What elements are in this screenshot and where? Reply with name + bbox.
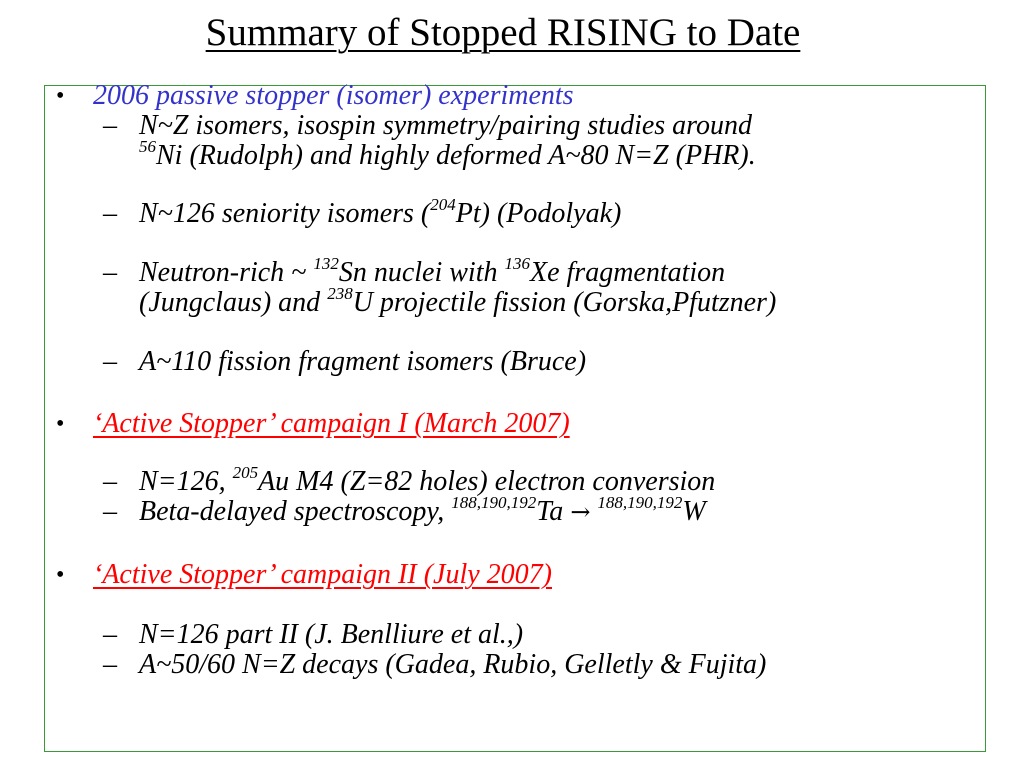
dash-icon: – [103,619,117,650]
list-item: N=126, $^{205}$Au M4 (Z=82 holes) electron conversion [139,463,716,497]
list-item: N~Z isomers, isospin symmetry/pairing studies around [139,110,753,141]
section-heading-campaign-2: ‘Active Stopper’ campaign II (July 2007) [93,559,552,590]
list-item: N=126 part II (J. Benlliure et al.,) [139,619,524,650]
dash-icon: – [103,257,117,288]
bullet-icon: • [56,83,65,109]
list-item: A~50/60 N=Z decays (Gadea, Rubio, Gelletly & Fujita) [139,649,767,680]
bullet-icon: • [56,411,65,437]
dash-icon: – [103,496,117,527]
dash-icon: – [103,110,117,141]
dash-icon: – [103,346,117,377]
list-item-continuation: (Jungclaus) and $^{238}$U projectile fission (Gorska,Pfutzner) [139,284,777,318]
dash-icon: – [103,198,117,229]
list-item-continuation: $^{56}$Ni (Rudolph) and highly deformed A~80 N=Z (PHR). [139,137,756,171]
list-item: Neutron-rich ~ $^{132}$Sn nuclei with $^{136}$Xe fragmentation [139,254,726,288]
section-heading-passive-stopper: 2006 passive stopper (isomer) experiments [93,80,574,111]
bullet-icon: • [56,562,65,588]
section-heading-campaign-1: ‘Active Stopper’ campaign I (March 2007) [93,408,570,439]
right-arrow-icon: → [570,498,591,526]
dash-icon: – [103,649,117,680]
list-item: Beta-delayed spectroscopy, $^{188,190,192}$Ta → $^{188,190,192}$W [139,493,706,527]
page-title: Summary of Stopped RISING to Date [205,11,801,54]
dash-icon: – [103,466,117,497]
list-item: N~126 seniority isomers ($^{204}$Pt) (Podolyak) [139,195,622,229]
list-item: A~110 fission fragment isomers (Bruce) [139,346,587,377]
